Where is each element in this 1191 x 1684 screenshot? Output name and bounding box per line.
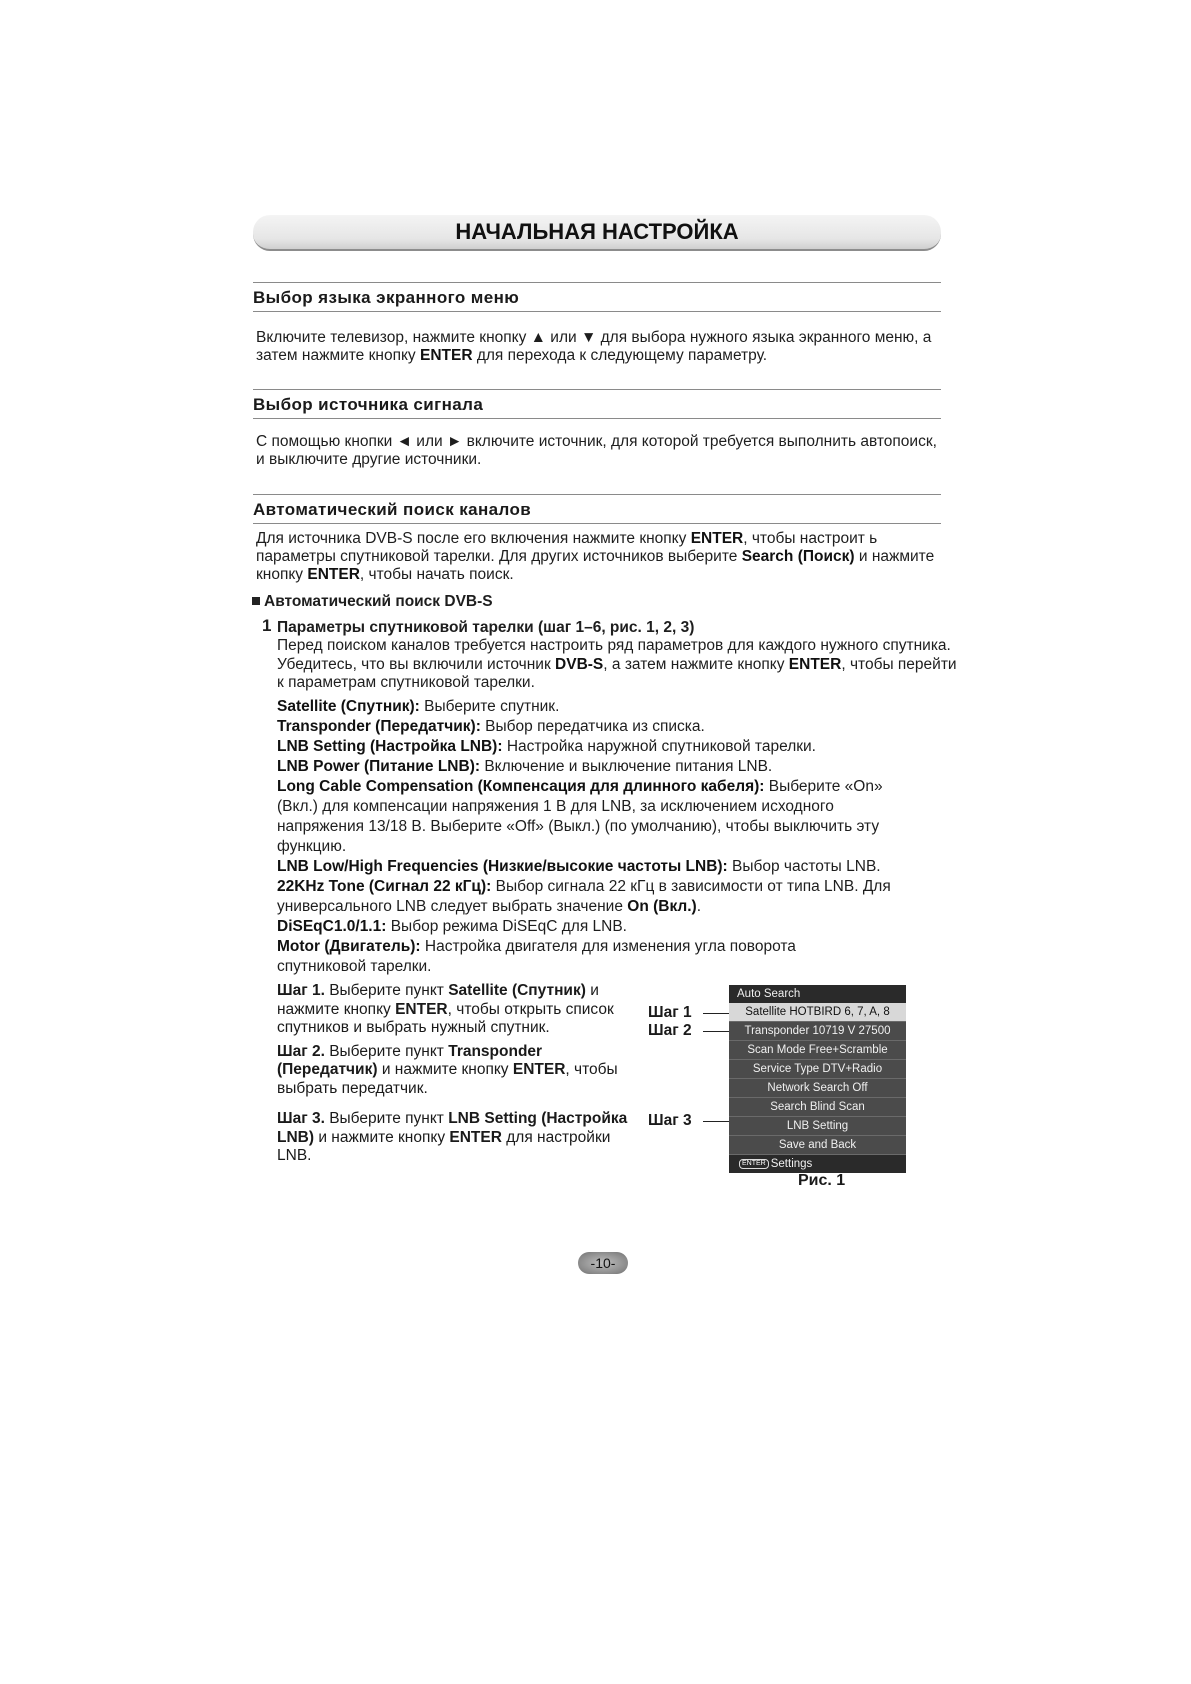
param-item: Motor (Двигатель): Настройка двигателя для изменения угла поворота спутниковой тарелки. xyxy=(277,938,796,975)
step-2-text: Шаг 2. Выберите пункт Transponder (Передатчик) и нажмите кнопку ENTER, чтобы выбрать передатчик. xyxy=(277,1042,618,1097)
section-body-source: С помощью кнопки ◄ или ► включите источник, для которой требуется выполнить автопоиск, и выключите другие источники. xyxy=(256,433,937,468)
osd-title: Auto Search xyxy=(729,985,906,1003)
osd-row-save-and-back[interactable]: Save and Back xyxy=(729,1136,906,1155)
osd-row-service-type[interactable]: Service Type DTV+Radio xyxy=(729,1060,906,1079)
step-3-text: Шаг 3. Выберите пункт LNB Setting (Настройка LNB) и нажмите кнопку ENTER для настройки LNB. xyxy=(277,1110,628,1164)
step-1-text: Шаг 1. Выберите пункт Satellite (Спутник) и нажмите кнопку ENTER, чтобы открыть список спутников и выбрать нужный спутник. xyxy=(277,982,614,1036)
param-item: DiSEqC1.0/1.1: Выбор режима DiSEqC для LNB. xyxy=(277,918,627,935)
osd-footer: ENTER Settings xyxy=(729,1155,906,1173)
osd-row-lnb-setting[interactable]: LNB Setting xyxy=(729,1117,906,1136)
step-3-label: Шаг 3 xyxy=(648,1112,692,1129)
osd-row-search[interactable]: Search Blind Scan xyxy=(729,1098,906,1117)
osd-row-scan-mode[interactable]: Scan Mode Free+Scramble xyxy=(729,1041,906,1060)
item-number: 1 xyxy=(262,616,272,635)
param-item: LNB Setting (Настройка LNB): Настройка наружной спутниковой тарелки. xyxy=(277,738,816,755)
param-item: LNB Low/High Frequencies (Низкие/высокие частоты LNB): Выбор частоты LNB. xyxy=(277,858,881,875)
auto-search-osd-menu xyxy=(729,985,906,1173)
section-heading-source: Выбор источника сигнала xyxy=(253,389,941,419)
section-heading-autosearch: Автоматический поиск каналов xyxy=(253,494,941,524)
param-item: Satellite (Спутник): Выберите спутник. xyxy=(277,698,560,715)
param-item: 22KHz Tone (Сигнал 22 кГц): Выбор сигнала 22 кГц в зависимости от типа LNB. Для универсального LNB следует выбрать значение On (Вкл.). xyxy=(277,878,891,915)
section-heading-language: Выбор языка экранного меню xyxy=(253,282,941,312)
square-bullet-icon xyxy=(252,597,260,605)
param-item: Transponder (Передатчик): Выбор передатчика из списка. xyxy=(277,718,705,735)
section-body-autosearch: Для источника DVB-S после его включения нажмите кнопку ENTER, чтобы настроит ь параметры спутниковой тарелки. Для других источников выберите Search (Поиск) и нажмите кнопку ENTER, чтобы начать поиск. xyxy=(256,530,935,583)
enter-key-icon: ENTER xyxy=(739,1159,769,1169)
item-intro: Перед поиском каналов требуется настроить ряд параметров для каждого нужного спутника. Убедитесь, что вы включили источник DVB-S, а затем нажмите кнопку ENTER, чтобы перейти к параметрам спутниковой тарелки. xyxy=(277,637,957,691)
step-2-label: Шаг 2 xyxy=(648,1022,692,1039)
item-title: Параметры спутниковой тарелки (шаг 1–6, рис. 1, 2, 3) xyxy=(277,619,695,636)
param-list xyxy=(277,697,957,977)
page-number: -10- xyxy=(578,1252,628,1274)
osd-row-transponder[interactable]: Transponder 10719 V 27500 xyxy=(729,1022,906,1041)
subsection-heading: Автоматический поиск DVB-S xyxy=(252,593,493,611)
osd-row-network-search[interactable]: Network Search Off xyxy=(729,1079,906,1098)
param-item: LNB Power (Питание LNB): Включение и выключение питания LNB. xyxy=(277,758,773,775)
steps-text xyxy=(277,982,637,1171)
figure-caption: Рис. 1 xyxy=(798,1172,846,1189)
section-body-language: Включите телевизор, нажмите кнопку ▲ или ▼ для выбора нужного языка экранного меню, а затем нажмите кнопку ENTER для перехода к следующему параметру. xyxy=(256,329,932,364)
osd-row-satellite[interactable]: Satellite HOTBIRD 6, 7, A, 8 xyxy=(729,1003,906,1022)
step-1-label: Шаг 1 xyxy=(648,1004,692,1021)
param-item: Long Cable Compensation (Компенсация для длинного кабеля): Выберите «On» (Вкл.) для компенсации напряжения 1 В для LNB, за исключением исходного напряжения 13/18 В. Выберите «Off» (Выкл.) (по умолчанию), чтобы выключить эту функцию. xyxy=(277,778,883,855)
page-title: НАЧАЛЬНАЯ НАСТРОЙКА xyxy=(253,215,941,251)
